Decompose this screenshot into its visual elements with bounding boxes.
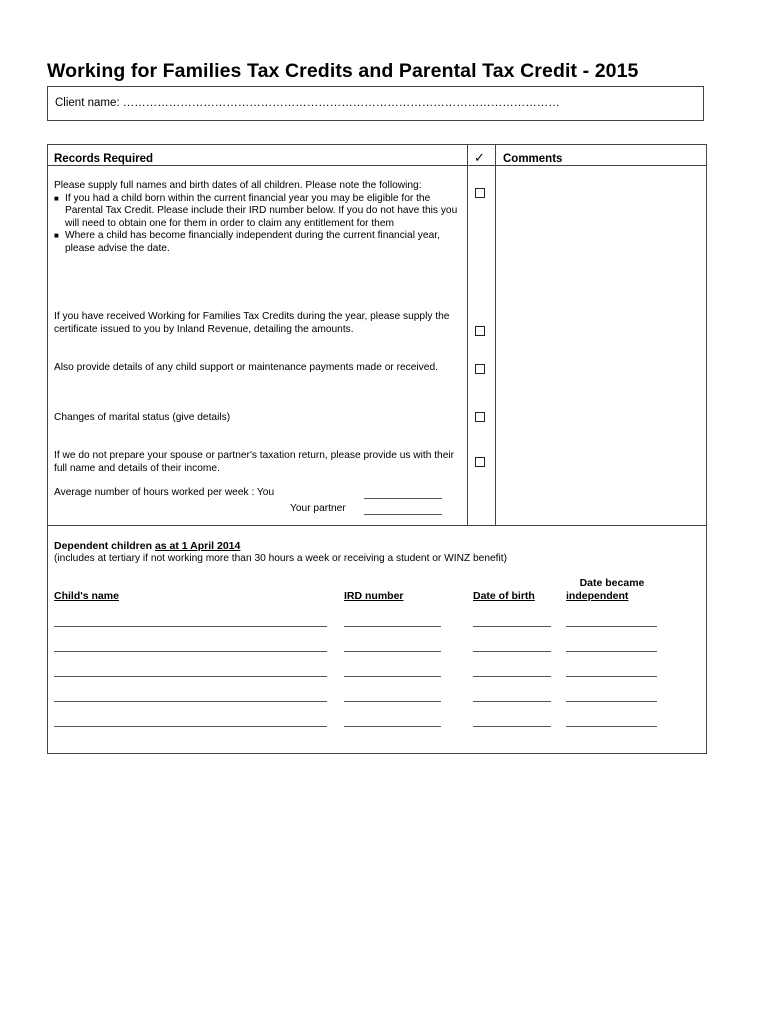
records-checkbox-child-support[interactable] bbox=[475, 364, 485, 374]
dependent-title-date: as at 1 April 2014 bbox=[154, 540, 241, 552]
records-checkbox-marital-status[interactable] bbox=[475, 412, 485, 422]
hours-partner-label: Your partner bbox=[290, 503, 346, 514]
date-independent-field[interactable] bbox=[566, 626, 657, 627]
dependent-children-note: (includes at tertiary if not working more than 30 hours a week or receiving a student or WINZ benefit) bbox=[54, 553, 507, 564]
date-of-birth-field[interactable] bbox=[473, 626, 551, 627]
date-of-birth-field[interactable] bbox=[473, 726, 551, 727]
dependent-title-prefix: Dependent children bbox=[54, 540, 155, 552]
records-item-wff: If you have received Working for Families Tax Credits during the year, please supply the certificate issued to you by Inland Revenue, detailing the amounts. bbox=[54, 311, 450, 335]
records-required-header: Records Required bbox=[54, 153, 154, 165]
column-header-child-name: Child's name bbox=[54, 590, 119, 602]
records-checkbox-wff[interactable] bbox=[475, 326, 485, 336]
comments-header: Comments bbox=[503, 153, 563, 165]
column-divider bbox=[495, 145, 496, 525]
records-checkbox-children[interactable] bbox=[475, 188, 485, 198]
date-independent-field[interactable] bbox=[566, 651, 657, 652]
column-header-date-of-birth: Date of birth bbox=[473, 590, 535, 602]
bullet-square-icon: ■ bbox=[54, 193, 59, 203]
client-name-box bbox=[47, 86, 704, 121]
column-divider bbox=[467, 145, 468, 525]
dependent-children-title bbox=[54, 540, 240, 552]
column-header-independent: independent bbox=[566, 590, 629, 602]
records-bullet bbox=[54, 230, 464, 255]
records-item-marital-status: Changes of marital status (give details) bbox=[54, 412, 231, 423]
hours-you-label: Average number of hours worked per week : You bbox=[54, 487, 275, 498]
checkmark-icon: ✓ bbox=[474, 150, 485, 165]
records-bullet bbox=[54, 193, 464, 231]
page-title: Working for Families Tax Credits and Parental Tax Credit - 2015 bbox=[47, 60, 639, 82]
records-item-intro: Please supply full names and birth dates of all children. Please note the following: bbox=[54, 180, 422, 191]
child-name-field[interactable] bbox=[54, 701, 327, 702]
column-header-ird-number: IRD number bbox=[344, 590, 404, 602]
child-name-field[interactable] bbox=[54, 726, 327, 727]
ird-number-field[interactable] bbox=[344, 626, 441, 627]
header-divider bbox=[48, 165, 706, 166]
date-independent-field[interactable] bbox=[566, 701, 657, 702]
records-bullet-text: If you had a child born within the current financial year you may be eligible for the Parental Tax Credit. Please include their IRD number below. If you do not have this you will need to obtain one for them in order to claim any entitlement for them bbox=[65, 192, 458, 229]
date-of-birth-field[interactable] bbox=[473, 676, 551, 677]
date-independent-field[interactable] bbox=[566, 676, 657, 677]
records-checkbox-spouse-return[interactable] bbox=[475, 457, 485, 467]
records-bullet-text: Where a child has become financially independent during the current financial year, please advise the date. bbox=[65, 230, 440, 254]
child-name-field[interactable] bbox=[54, 651, 327, 652]
date-independent-field[interactable] bbox=[566, 726, 657, 727]
ird-number-field[interactable] bbox=[344, 701, 441, 702]
bullet-square-icon: ■ bbox=[54, 231, 59, 241]
records-item-spouse-return: If we do not prepare your spouse or partner's taxation return, please provide us with their full name and details of their income. bbox=[54, 450, 455, 474]
ird-number-field[interactable] bbox=[344, 726, 441, 727]
dependent-children-section bbox=[47, 526, 707, 754]
child-name-field[interactable] bbox=[54, 626, 327, 627]
hours-partner-field[interactable] bbox=[364, 514, 442, 515]
column-header-date-became: Date became bbox=[579, 577, 645, 589]
date-of-birth-field[interactable] bbox=[473, 651, 551, 652]
ird-number-field[interactable] bbox=[344, 676, 441, 677]
date-of-birth-field[interactable] bbox=[473, 701, 551, 702]
records-item-children bbox=[54, 180, 464, 256]
records-table bbox=[47, 144, 707, 526]
client-name-field[interactable]: Client name: …………………………………………………………………………………………………… bbox=[55, 97, 560, 109]
hours-you-field[interactable] bbox=[364, 498, 442, 499]
records-item-child-support: Also provide details of any child support or maintenance payments made or received. bbox=[54, 362, 438, 373]
ird-number-field[interactable] bbox=[344, 651, 441, 652]
child-name-field[interactable] bbox=[54, 676, 327, 677]
